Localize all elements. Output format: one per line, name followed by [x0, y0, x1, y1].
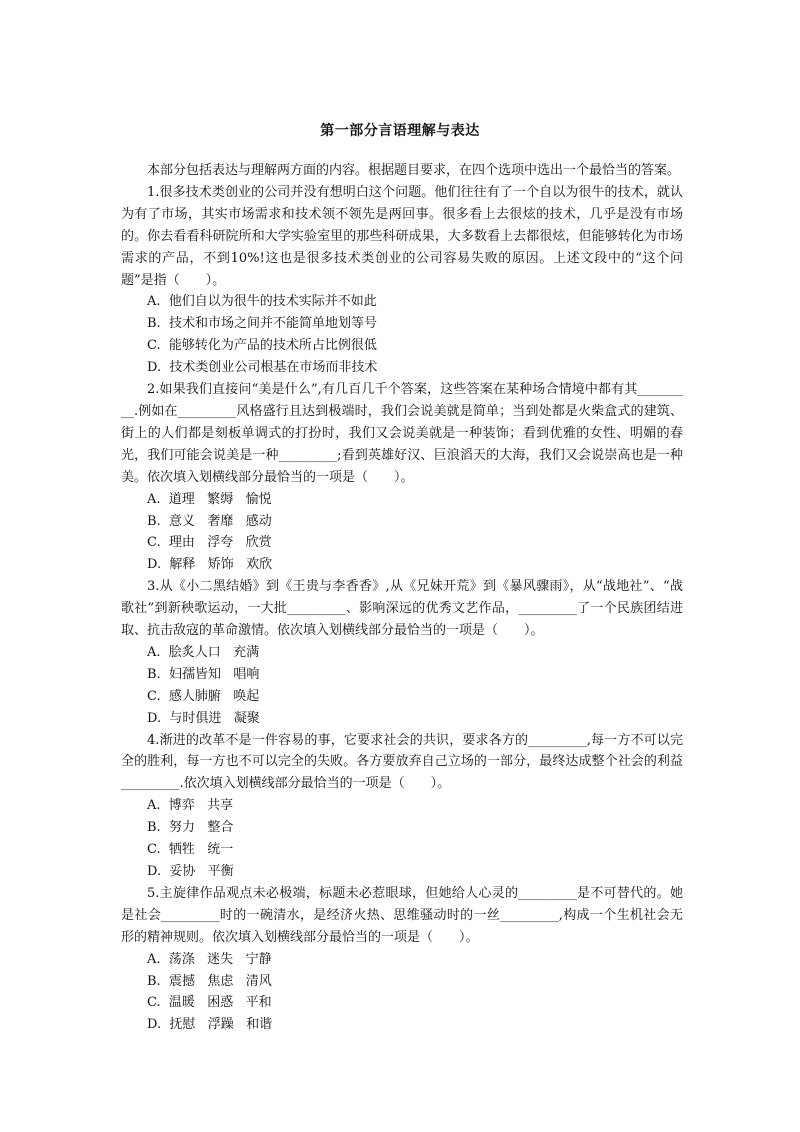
option-b: B. 意义 奢靡 感动 [147, 513, 272, 529]
question-2 [121, 379, 683, 576]
question-stem: 1.很多技术类创业的公司并没有想明白这个问题。他们往往有了一个自以为很牛的技术，就认为有了市场，其实市场需求和技术领不领先是两回事。很多看上去很炫的技术，几乎是没有市场的。你去看看科研院所和大学实验室里的那些科研成果，大多数看上去都很炫，但能够转化为市场需求的产品，不到10%!这也是很多技术类创业的公司容易失败的原因。上述文段中的“这个问题”是指（ ）。 [121, 184, 683, 288]
option-c: C. 牺牲 统一 [147, 842, 234, 858]
option-a: A. 道理 繁缛 愉悦 [147, 491, 272, 507]
option-a: A. 荡涤 迷失 宁静 [147, 951, 272, 967]
option-a: A. 博弈 共享 [147, 798, 234, 814]
question-stem: 5.主旋律作品观点未必极端，标题未必惹眼球，但她给人心灵的_________是不可替代的。她是社会_________时的一碗清水，是经济火热、思维骚动时的一丝_________,构成一个生机社会无形的精神规则。依次填入划横线部分最恰当的一项是（ ）。 [121, 885, 683, 945]
question-stem: 2.如果我们直接问“美是什么”,有几百几千个答案，这些答案在某种场合情境中都有其_________.例如在_________风格盛行且达到极端时，我们会说美就是简单；当到处都是火柴盒式的建筑、街上的人们都是刻板单调式的打扮时，我们又会说美就是一种装饰；看到优雅的女性、明媚的春光，我们可能会说美是一种_________;看到英雄好汉、巨浪滔天的大海，我们又会说崇高也是一种美。依次填入划横线部分最恰当的一项是（ ）。 [121, 382, 683, 485]
option-d: D. 解释 矫饰 欢欣 [147, 557, 273, 573]
question-stem: 3.从《小二黑结婚》到《王贵与李香香》,从《兄妹开荒》到《暴风骤雨》，从“战地社”、“战歌社”到新秧歌运动，一大批_________、影响深远的优秀文艺作品，_________了一个民族团结进取、抗击敌寇的革命激情。依次填入划横线部分最恰当的一项是（ ）。 [121, 579, 683, 639]
question-1 [121, 182, 683, 379]
option-c: C. 温暖 困惑 平和 [147, 995, 272, 1011]
intro-paragraph: 本部分包括表达与理解两方面的内容。根据题目要求，在四个选项中选出一个最恰当的答案。 [147, 163, 681, 178]
option-c: C. 感人肺腑 唤起 [147, 688, 260, 704]
question-5 [121, 883, 683, 1036]
option-b: B. 努力 整合 [147, 820, 234, 836]
option-b: B. 震撼 焦虑 清风 [147, 973, 272, 989]
option-d: D. 妥协 平衡 [147, 864, 234, 879]
option-c: C. 能够转化为产品的技术所占比例很低 [147, 338, 377, 354]
option-c: C. 理由 浮夸 欣赏 [147, 535, 272, 551]
option-a: A. 脍炙人口 充满 [147, 644, 260, 660]
option-b: B. 妇孺皆知 唱响 [147, 666, 260, 682]
option-d: D. 技术类创业公司根基在市场而非技术 [147, 360, 378, 376]
option-b: B. 技术和市场之间并不能简单地划等号 [147, 316, 377, 332]
question-stem: 4.渐进的改革不是一件容易的事，它要求社会的共识，要求各方的_________,每一方不可以完全的胜利，每一方也不可以完全的失败。各方要放弃自己立场的一部分，最终达成整个社会的利益_________.依次填入划横线部分最恰当的一项是（ ）。 [121, 732, 683, 792]
option-d: D. 抚慰 浮躁 和谐 [147, 1017, 273, 1033]
question-3 [121, 576, 683, 729]
option-d: D. 与时俱进 凝聚 [147, 710, 260, 726]
page-title: 第一部分言语理解与表达 [320, 123, 480, 139]
option-a: A. 他们自以为很牛的技术实际并不如此 [147, 294, 377, 310]
question-4 [121, 730, 683, 883]
document-body [121, 160, 683, 1036]
